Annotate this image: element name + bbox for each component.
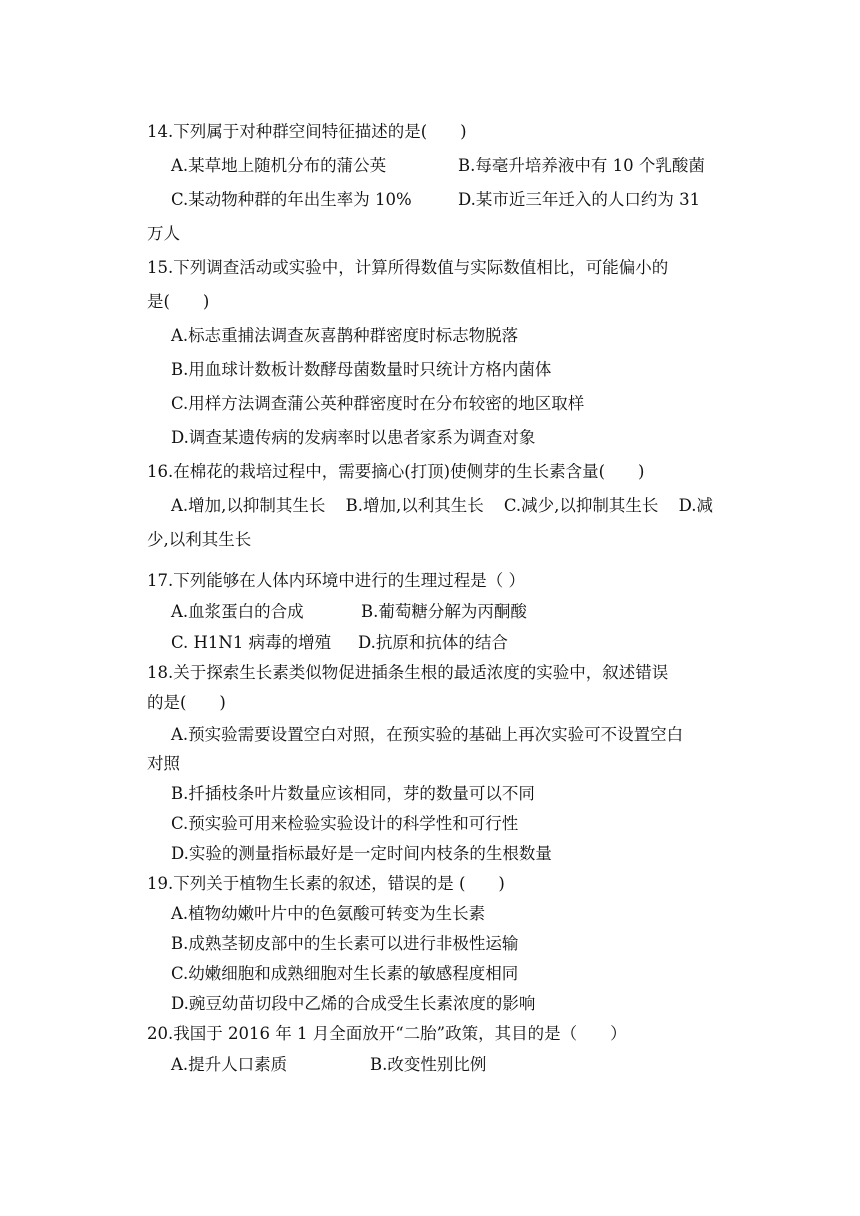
q14-option-d: D.某市近三年迁入的人口约为 31 — [458, 190, 701, 209]
q14-stem: 14.下列属于对种群空间特征描述的是( ) — [147, 122, 467, 141]
q15-option-a: A.标志重捕法调查灰喜鹊种群密度时标志物脱落 — [171, 326, 519, 345]
q15-stem: 15.下列调查活动或实验中，计算所得数值与实际数值相比，可能偏小的 — [147, 258, 669, 277]
q15-option-b: B.用血球计数板计数酵母菌数量时只统计方格内菌体 — [171, 360, 552, 379]
q15-stem-continued: 是( ) — [147, 292, 210, 311]
q16-option-b: B.增加,以利其生长 — [345, 496, 484, 515]
q18-stem-continued: 的是( ) — [147, 693, 226, 712]
q18-stem: 18.关于探索生长素类似物促进插条生根的最适浓度的实验中，叙述错误 — [147, 663, 669, 682]
q18-option-c: C.预实验可用来检验实验设计的科学性和可行性 — [171, 814, 519, 833]
q16-stem: 16.在棉花的栽培过程中，需要摘心(打顶)使侧芽的生长素含量( ) — [147, 462, 645, 481]
q14-option-a: A.某草地上随机分布的蒲公英 — [171, 156, 387, 175]
q20-option-b: B.改变性别比例 — [370, 1055, 487, 1074]
q18-option-a: A.预实验需要设置空白对照，在预实验的基础上再次实验可不设置空白 — [171, 725, 684, 744]
q16-option-d-continued: 少,以利其生长 — [147, 530, 252, 549]
q17-option-d: D.抗原和抗体的结合 — [358, 633, 508, 652]
q14-option-b: B.每毫升培养液中有 10 个乳酸菌 — [458, 156, 705, 175]
q19-stem: 19.下列关于植物生长素的叙述，错误的是 ( ) — [147, 874, 505, 893]
q20-option-a: A.提升人口素质 — [171, 1055, 288, 1074]
q16-options-row — [171, 495, 713, 517]
q17-option-b: B.葡萄糖分解为丙酮酸 — [361, 602, 527, 621]
q15-option-c: C.用样方法调查蒲公英种群密度时在分布较密的地区取样 — [171, 394, 585, 413]
q15-option-d: D.调查某遗传病的发病率时以患者家系为调查对象 — [171, 428, 536, 447]
q17-option-a: A.血浆蛋白的合成 — [171, 602, 304, 621]
q18-option-a-continued: 对照 — [147, 754, 180, 773]
q14-option-c: C.某动物种群的年出生率为 10% — [171, 190, 412, 209]
q16-option-a: A.增加,以抑制其生长 — [171, 496, 326, 515]
q17-option-c: C. H1N1 病毒的增殖 — [171, 633, 332, 652]
q19-option-a: A.植物幼嫩叶片中的色氨酸可转变为生长素 — [171, 904, 486, 923]
q14-option-d-continued: 万人 — [147, 224, 180, 243]
q16-option-d: D.减 — [678, 496, 713, 515]
q17-stem: 17.下列能够在人体内环境中进行的生理过程是（ ） — [147, 571, 525, 590]
q16-option-c: C.减少,以抑制其生长 — [503, 496, 659, 515]
q18-option-d: D.实验的测量指标最好是一定时间内枝条的生根数量 — [171, 844, 552, 863]
q20-stem: 20.我国于 2016 年 1 月全面放开“二胎”政策，其目的是（ ） — [147, 1024, 627, 1043]
q19-option-c: C.幼嫩细胞和成熟细胞对生长素的敏感程度相同 — [171, 964, 519, 983]
q18-option-b: B.扦插枝条叶片数量应该相同，芽的数量可以不同 — [171, 784, 535, 803]
q19-option-b: B.成熟茎韧皮部中的生长素可以进行非极性运输 — [171, 934, 519, 953]
q19-option-d: D.豌豆幼苗切段中乙烯的合成受生长素浓度的影响 — [171, 994, 536, 1013]
